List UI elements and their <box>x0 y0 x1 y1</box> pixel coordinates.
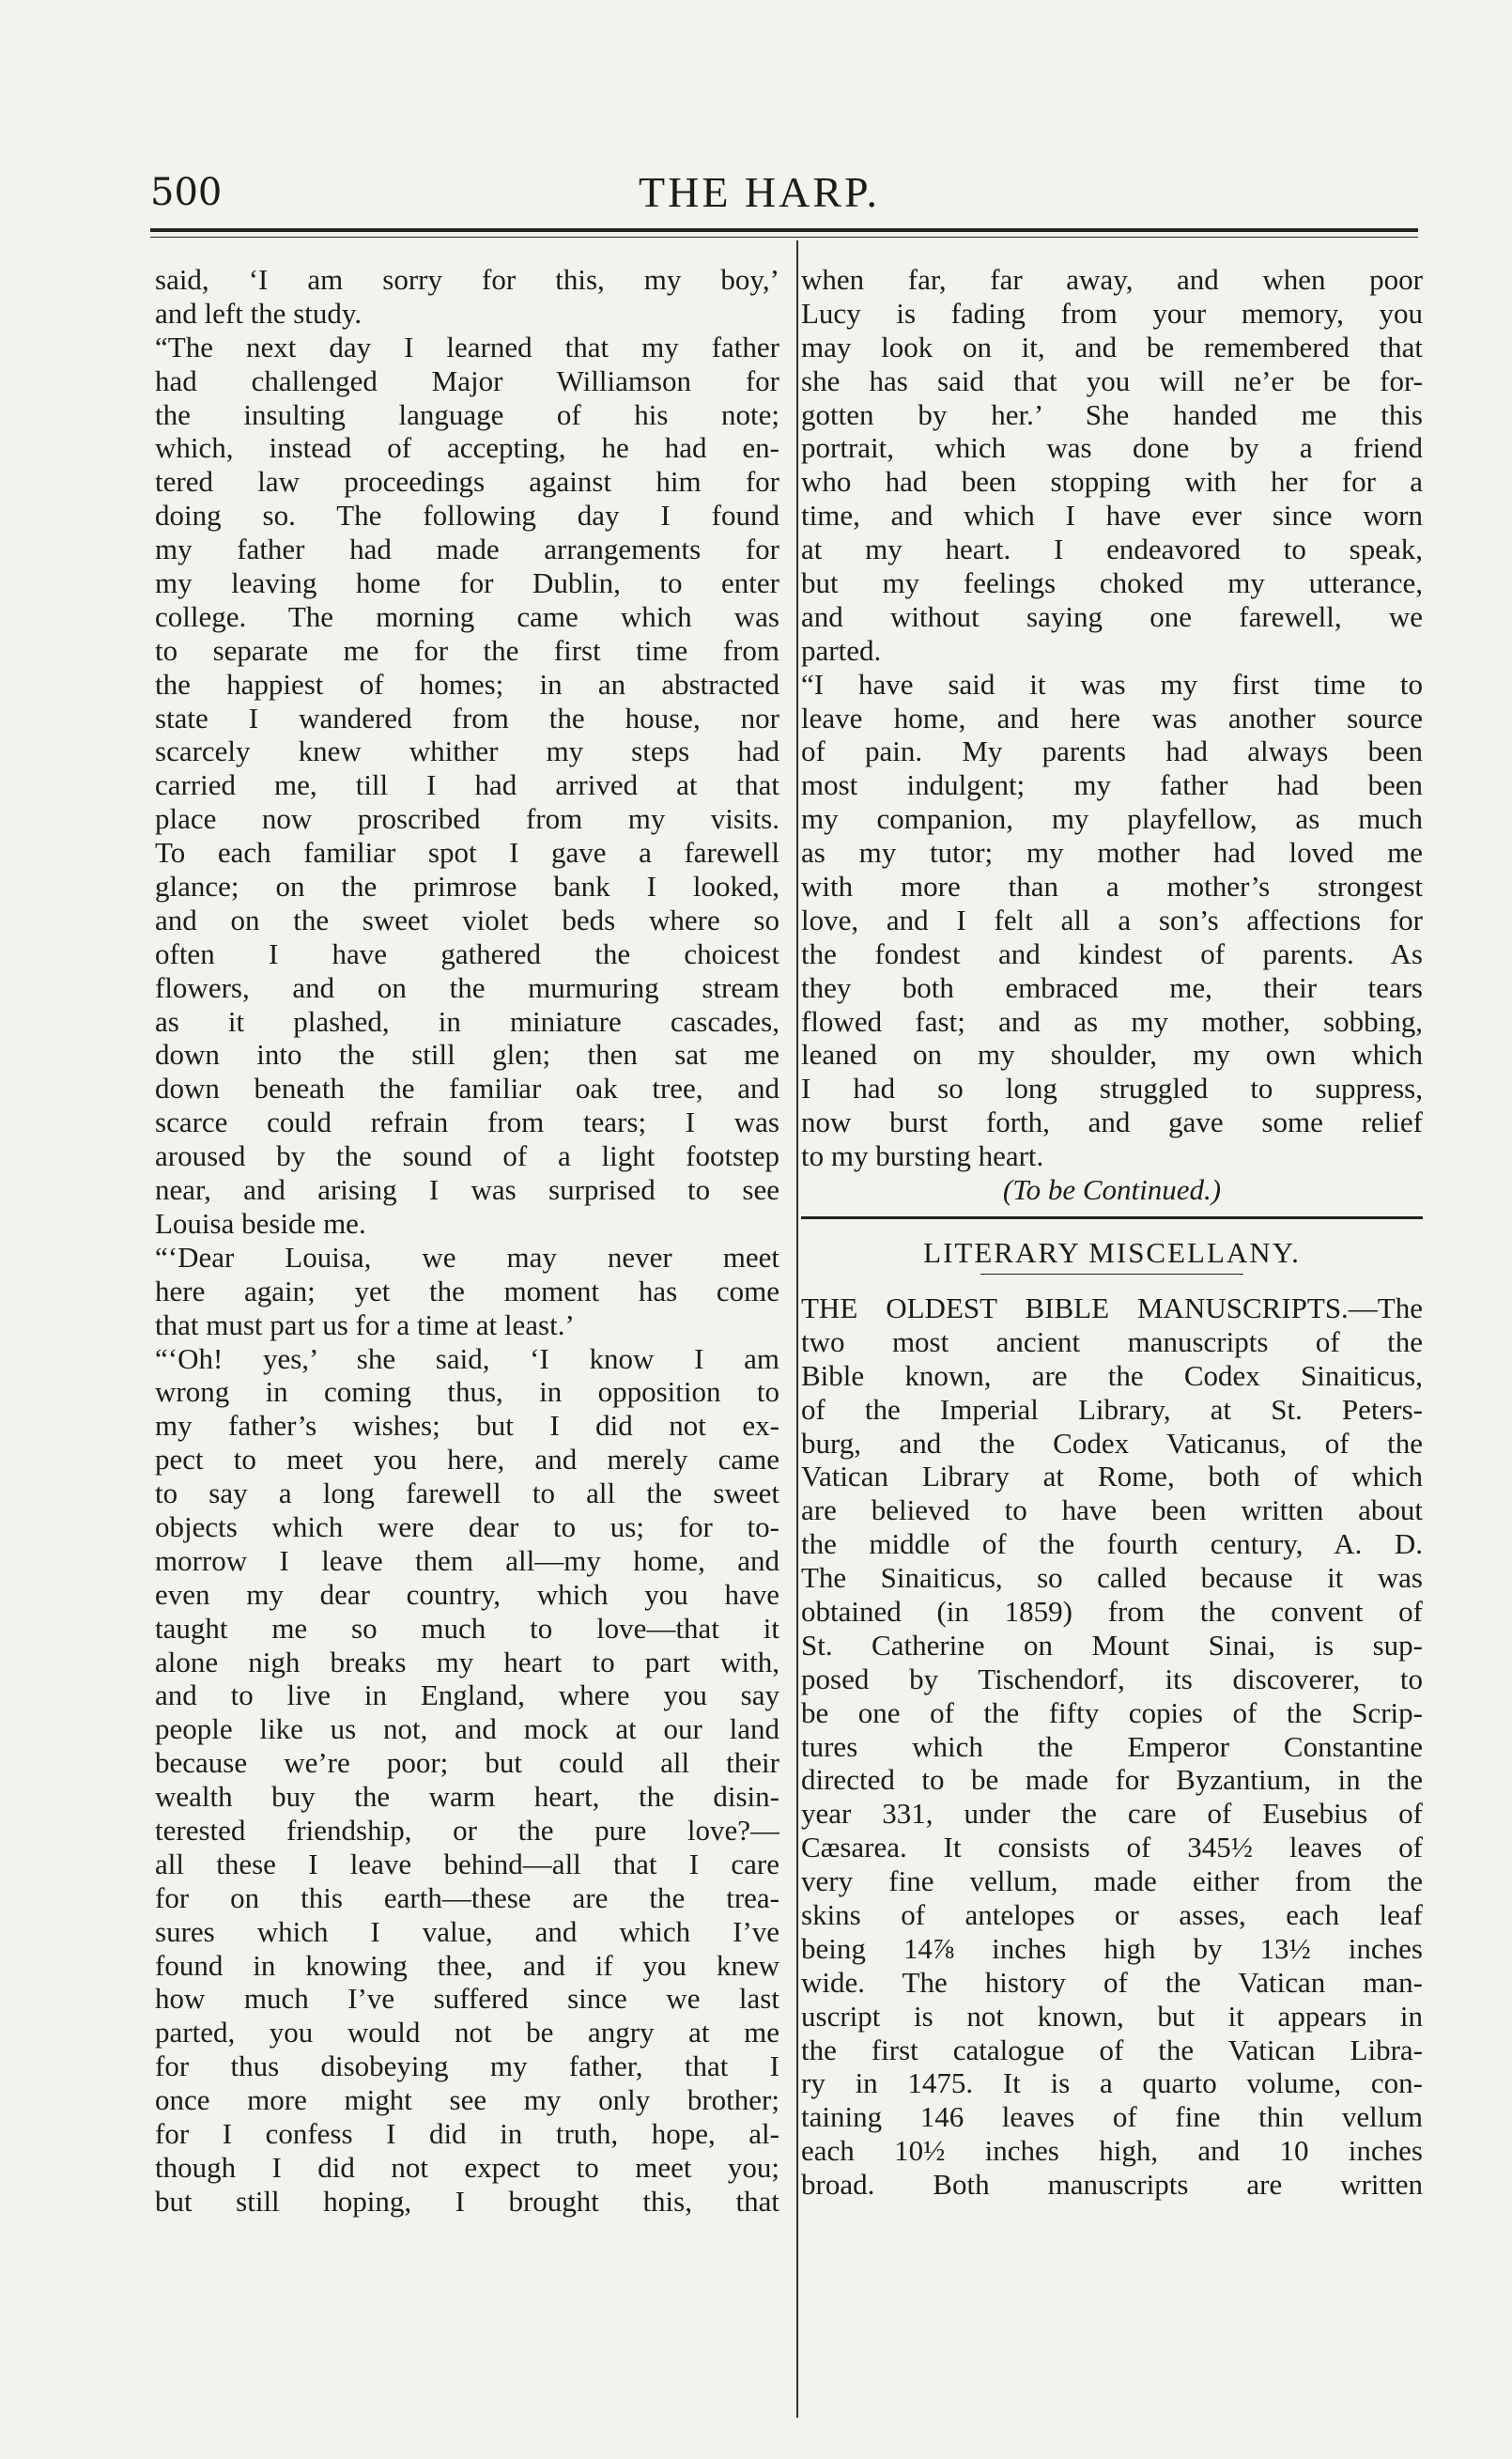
text-line: leaned on my shoulder, my own which <box>801 1038 1423 1072</box>
text-line: the happiest of homes; in an abstracted <box>155 667 779 701</box>
text-line: Louisa beside me. <box>155 1206 366 1240</box>
header-rule-thick <box>150 228 1418 232</box>
text-line: place now proscribed from my visits. <box>155 802 779 836</box>
text-line: I had so long struggled to suppress, <box>801 1072 1423 1106</box>
header-rule-thin <box>150 237 1418 238</box>
text-line: uscript is not known, but it appears in <box>801 1999 1423 2033</box>
text-line: to separate me for the first time from <box>155 633 779 667</box>
text-line: posed by Tischendorf, its discoverer, to <box>801 1662 1423 1695</box>
text-line: flowers, and on the murmuring stream <box>155 970 779 1004</box>
text-line: for thus disobeying my father, that I <box>155 2049 779 2083</box>
text-line: terested friendship, or the pure love?— <box>155 1813 779 1847</box>
column-divider <box>796 240 798 2418</box>
text-line: sures which I value, and which I’ve <box>155 1914 779 1948</box>
text-line: said, ‘I am sorry for this, my boy,’ <box>155 263 779 296</box>
text-line: “The next day I learned that my father <box>155 330 779 363</box>
text-line: here again; yet the moment has come <box>155 1274 779 1307</box>
text-line: The Sinaiticus, so called because it was <box>801 1561 1423 1595</box>
text-line: as it plashed, in miniature cascades, <box>155 1004 779 1038</box>
text-line: my father’s wishes; but I did not ex- <box>155 1409 779 1443</box>
text-line: leave home, and here was another source <box>801 701 1423 735</box>
text-line: taining 146 leaves of fine thin vellum <box>801 2100 1423 2134</box>
text-line: often I have gathered the choicest <box>155 936 779 970</box>
text-line: though I did not expect to meet you; <box>155 2150 779 2184</box>
text-line: “‘Oh! yes,’ she said, ‘I know I am <box>155 1341 779 1375</box>
continued-note: (To be Continued.) <box>1002 1173 1222 1207</box>
text-line: once more might see my only brother; <box>155 2083 779 2117</box>
text-line: wealth buy the warm heart, the disin- <box>155 1780 779 1814</box>
text-line: parted. <box>801 633 882 667</box>
text-line: tures which the Emperor Constantine <box>801 1729 1423 1763</box>
text-line: they both embraced me, their tears <box>801 970 1423 1004</box>
text-line: that must part us for a time at least.’ <box>155 1307 575 1341</box>
text-line: with more than a mother’s strongest <box>801 870 1423 904</box>
text-line: my father had made arrangements for <box>155 533 779 566</box>
text-line: and without saying one farewell, we <box>801 599 1423 633</box>
text-line: which, instead of accepting, he had en- <box>155 431 779 465</box>
text-line: burg, and the Codex Vaticanus, of the <box>801 1426 1423 1460</box>
text-line: gotten by her.’ She handed me this <box>801 397 1423 431</box>
text-line: being 14⅞ inches high by 13½ inches <box>801 1931 1423 1965</box>
text-line: each 10½ inches high, and 10 inches <box>801 2134 1423 2168</box>
text-line: wrong in coming thus, in opposition to <box>155 1375 779 1409</box>
section-rule <box>801 1216 1423 1219</box>
text-line: even my dear country, which you have <box>155 1577 779 1611</box>
text-line: aroused by the sound of a light footstep <box>155 1139 779 1173</box>
text-line: college. The morning came which was <box>155 599 779 633</box>
section-title-underline <box>980 1274 1243 1275</box>
text-line: St. Catherine on Mount Sinai, is sup- <box>801 1628 1423 1662</box>
text-line: state I wandered from the house, nor <box>155 701 779 735</box>
text-line: flowed fast; and as my mother, sobbing, <box>801 1004 1423 1038</box>
text-line: objects which were dear to us; for to- <box>155 1509 779 1543</box>
text-line: near, and arising I was surprised to see <box>155 1173 779 1207</box>
text-line: tered law proceedings against him for <box>155 465 779 499</box>
text-line: parted, you would not be angry at me <box>155 2016 779 2049</box>
section-title: LITERARY MISCELLANY. <box>923 1235 1301 1269</box>
text-line: when far, far away, and when poor <box>801 263 1423 296</box>
text-line: because we’re poor; but could all their <box>155 1746 779 1780</box>
text-line: but still hoping, I brought this, that <box>155 2184 779 2218</box>
text-line: how much I’ve suffered since we last <box>155 1982 779 2016</box>
text-line: found in knowing thee, and if you knew <box>155 1948 779 1982</box>
text-line: now burst forth, and gave some relief <box>801 1106 1423 1139</box>
text-line: she has said that you will ne’er be for- <box>801 363 1423 397</box>
text-line: skins of antelopes or asses, each leaf <box>801 1897 1423 1931</box>
text-line: very fine vellum, made either from the <box>801 1864 1423 1898</box>
text-line: taught me so much to love—that it <box>155 1611 779 1645</box>
text-line: morrow I leave them all—my home, and <box>155 1543 779 1577</box>
text-line: at my heart. I endeavored to speak, <box>801 533 1423 566</box>
text-line: and left the study. <box>155 296 363 330</box>
text-line: obtained (in 1859) from the convent of <box>801 1594 1423 1628</box>
text-line: two most ancient manuscripts of the <box>801 1324 1423 1358</box>
text-line: time, and which I have ever since worn <box>801 499 1423 533</box>
text-line: scarce could refrain from tears; I was <box>155 1106 779 1139</box>
text-line: most indulgent; my father had been <box>801 768 1423 802</box>
text-line: my companion, my playfellow, as much <box>801 802 1423 836</box>
text-line: portrait, which was done by a friend <box>801 431 1423 465</box>
text-line: as my tutor; my mother had loved me <box>801 836 1423 870</box>
text-line: but my feelings choked my utterance, <box>801 566 1423 600</box>
running-head: THE HARP. <box>639 168 881 216</box>
text-line: the fondest and kindest of parents. As <box>801 936 1423 970</box>
text-line: the middle of the fourth century, A. D. <box>801 1527 1423 1561</box>
text-line: glance; on the primrose bank I looked, <box>155 870 779 904</box>
text-line: year 331, under the care of Eusebius of <box>801 1797 1423 1831</box>
text-line: Cæsarea. It consists of 345½ leaves of <box>801 1831 1423 1864</box>
text-line: carried me, till I had arrived at that <box>155 768 779 802</box>
text-line: and to live in England, where you say <box>155 1678 779 1712</box>
text-line: “‘Dear Louisa, we may never meet <box>155 1240 779 1274</box>
text-line: down into the still glen; then sat me <box>155 1038 779 1072</box>
text-line: THE OLDEST BIBLE MANUSCRIPTS.—The <box>801 1291 1423 1324</box>
text-line: to say a long farewell to all the sweet <box>155 1477 779 1510</box>
text-line: directed to be made for Byzantium, in the <box>801 1763 1423 1797</box>
page-header <box>150 168 1418 218</box>
text-line: my leaving home for Dublin, to enter <box>155 566 779 600</box>
text-line: broad. Both manuscripts are written <box>801 2168 1423 2202</box>
text-line: To each familiar spot I gave a farewell <box>155 836 779 870</box>
text-line: Bible known, are the Codex Sinaiticus, <box>801 1358 1423 1392</box>
right-column <box>801 263 1423 2202</box>
text-line: Vatican Library at Rome, both of which <box>801 1460 1423 1493</box>
text-line: and on the sweet violet beds where so <box>155 903 779 936</box>
text-line: doing so. The following day I found <box>155 499 779 533</box>
text-line: all these I leave behind—all that I care <box>155 1847 779 1880</box>
text-line: “I have said it was my first time to <box>801 667 1423 701</box>
text-line: Lucy is fading from your memory, you <box>801 296 1423 330</box>
page-number: 500 <box>150 171 223 214</box>
text-line: who had been stopping with her for a <box>801 465 1423 499</box>
text-line: of pain. My parents had always been <box>801 735 1423 768</box>
text-line: ry in 1475. It is a quarto volume, con- <box>801 2066 1423 2100</box>
text-line: to my bursting heart. <box>801 1139 1044 1173</box>
text-line: love, and I felt all a son’s affections for <box>801 903 1423 936</box>
text-line: pect to meet you here, and merely came <box>155 1443 779 1477</box>
text-line: people like us not, and mock at our land <box>155 1712 779 1746</box>
story-continuation <box>801 263 1423 1173</box>
text-line: for on this earth—these are the trea- <box>155 1880 779 1914</box>
text-line: of the Imperial Library, at St. Peters- <box>801 1392 1423 1426</box>
text-line: are believed to have been written about <box>801 1493 1423 1527</box>
text-line: for I confess I did in truth, hope, al- <box>155 2116 779 2150</box>
text-line: scarcely knew whither my steps had <box>155 735 779 768</box>
miscellany-article <box>801 1291 1423 2202</box>
text-line: the insulting language of his note; <box>155 397 779 431</box>
text-line: the first catalogue of the Vatican Libra- <box>801 2033 1423 2066</box>
text-line: alone nigh breaks my heart to part with, <box>155 1645 779 1678</box>
text-line: had challenged Major Williamson for <box>155 363 779 397</box>
text-line: be one of the fifty copies of the Scrip- <box>801 1695 1423 1729</box>
text-line: wide. The history of the Vatican man- <box>801 1965 1423 1999</box>
left-column <box>155 263 779 2219</box>
text-line: may look on it, and be remembered that <box>801 330 1423 363</box>
text-line: down beneath the familiar oak tree, and <box>155 1072 779 1106</box>
